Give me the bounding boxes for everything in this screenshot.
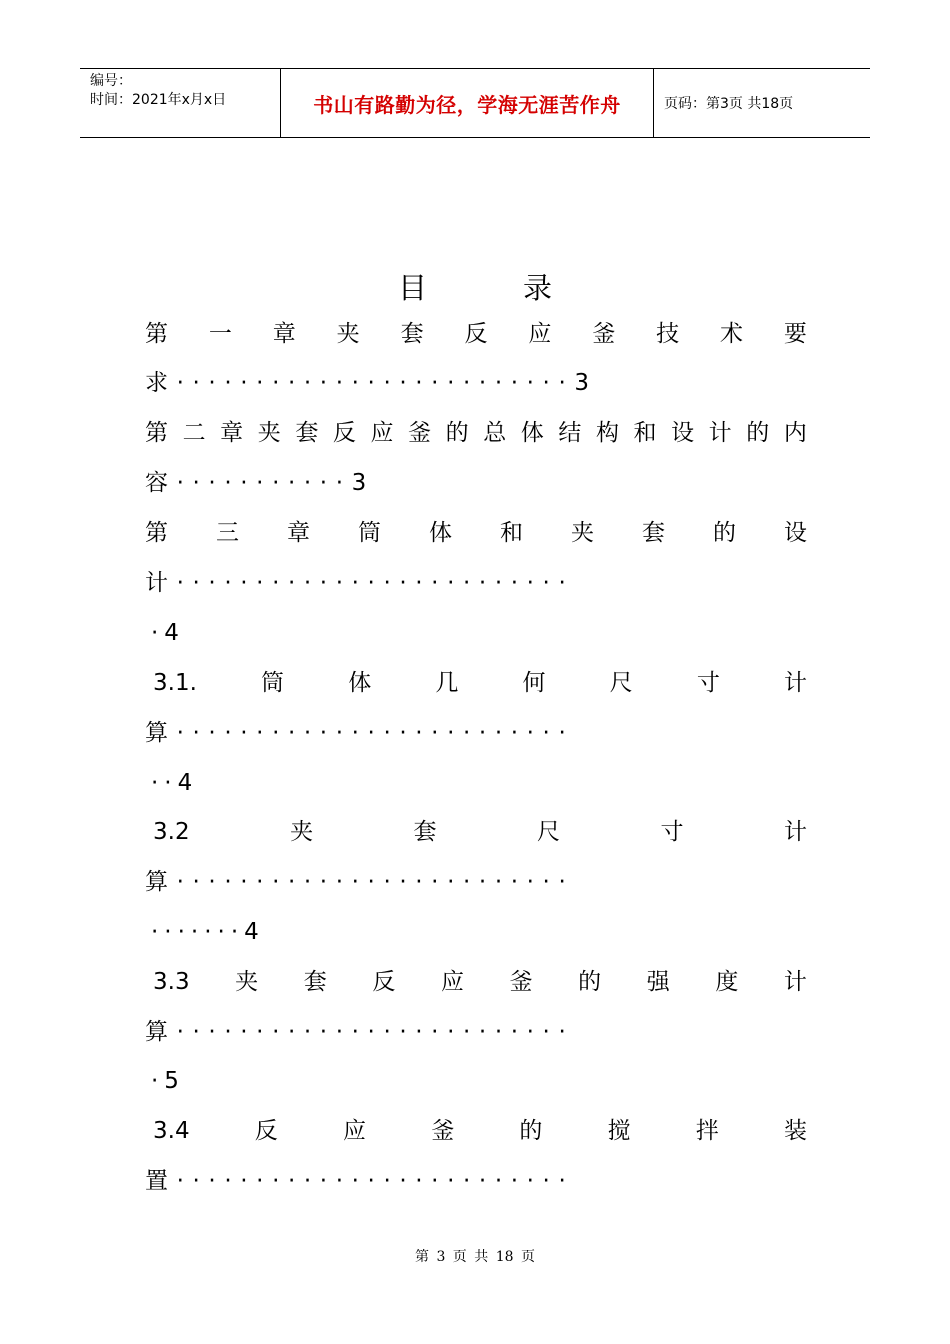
toc-line: ·5 — [151, 1068, 185, 1094]
header-right-cell — [654, 69, 870, 137]
toc-line: 算························· — [145, 869, 575, 895]
toc-title — [0, 266, 950, 307]
time-label: 时间：2021年x月x日 — [90, 92, 227, 108]
toc-title-left: 目 — [397, 271, 427, 305]
toc-line: 3.3 夹 套 反 应 釜 的 强 度 计 — [153, 969, 807, 995]
header-motto: 书山有路勤为径，学海无涯苦作舟 — [313, 92, 621, 117]
page-footer: 第 3 页 共 18 页 — [415, 1249, 535, 1265]
toc-line: 算························· — [145, 1019, 575, 1045]
header-middle-cell — [281, 69, 654, 137]
serial-label: 编号： — [90, 73, 132, 89]
page-header — [80, 68, 870, 138]
header-page-info: 页码：第3页 共18页 — [664, 96, 794, 112]
toc-line: 求·························3 — [145, 370, 598, 396]
toc-line: 置························· — [145, 1168, 575, 1194]
toc-line: 算························· — [145, 720, 575, 746]
toc-line: 3.1. 筒 体 几 何 尺 寸 计 — [153, 670, 807, 696]
toc-line: ·······4 — [151, 919, 265, 945]
toc-title-right: 录 — [523, 271, 553, 305]
toc-line: 第 一 章 夹 套 反 应 釜 技 术 要 — [145, 321, 807, 347]
toc-line: 计························· — [145, 570, 575, 596]
toc-line: 第 三 章 筒 体 和 夹 套 的 设 — [145, 520, 807, 546]
toc-line: 容···········3 — [145, 470, 375, 496]
toc-line: 第 二 章 夹 套 反 应 釜 的 总 体 结 构 和 设 计 的 内 — [145, 420, 807, 446]
toc-line: ··4 — [151, 770, 199, 796]
toc-line: 3.2 夹 套 尺 寸 计 — [153, 819, 807, 845]
toc-line: 3.4 反 应 釜 的 搅 拌 装 — [153, 1118, 807, 1144]
toc-line: ·4 — [151, 620, 185, 646]
header-left-cell — [80, 69, 281, 137]
